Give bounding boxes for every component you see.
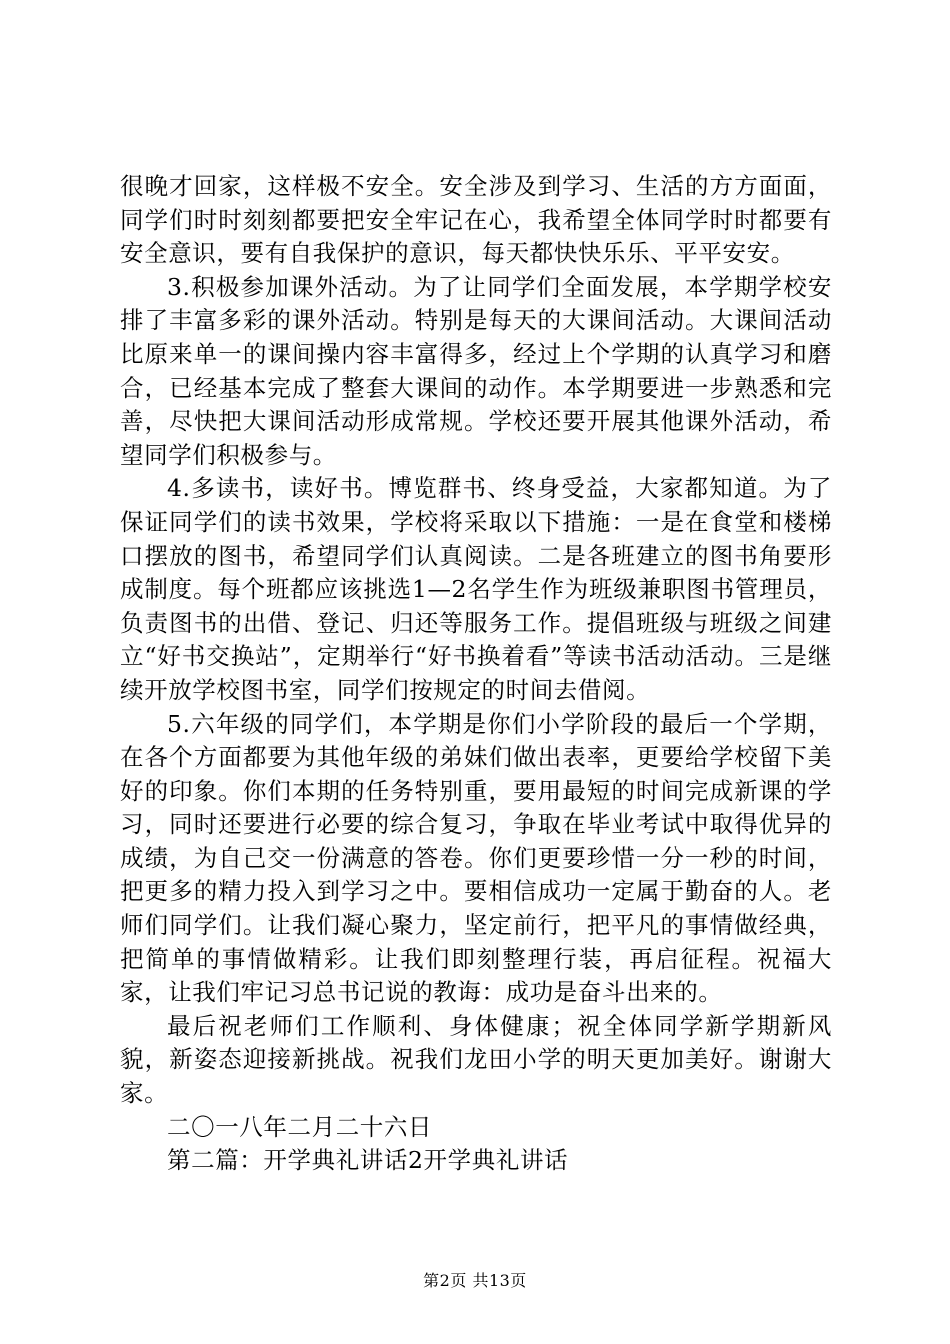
paragraph-next-section-title: 第二篇：开学典礼讲话2开学典礼讲话 (167, 1146, 569, 1175)
paragraph-extracurricular: 3.积极参加课外活动。为了让同学们全面发展，本学期学校安排了丰富多彩的课外活动。特别是每天的大课间活动。大课间活动比原来单一的课间操内容丰富得多，经过上个学期的认真学习和磨合，已经基本完成了整套大课间的动作。本学期要进一步熟悉和完善，尽快把大课间活动形成常规。学校还要开展其他课外活动，希望同学们积极参与。 (120, 272, 832, 469)
document-body (120, 170, 832, 1178)
page-footer: 第2页 共13页 (423, 1271, 527, 1290)
paragraph-grade-six: 5.六年级的同学们，本学期是你们小学阶段的最后一个学期，在各个方面都要为其他年级的弟妹们做出表率，更要给学校留下美好的印象。你们本期的任务特别重，要用最短的时间完成新课的学习，同时还要进行必要的综合复习，争取在毕业考试中取得优异的成绩，为自己交一份满意的答卷。你们更要珍惜一分一秒的时间，把更多的精力投入到学习之中。要相信成功一定属于勤奋的人。老师们同学们。让我们凝心聚力，坚定前行，把平凡的事情做经典，把简单的事情做精彩。让我们即刻整理行装，再启征程。祝福大家，让我们牢记习总书记说的教诲：成功是奋斗出来的。 (120, 709, 832, 1007)
paragraph-date: 二〇一八年二月二十六日 (167, 1112, 433, 1141)
paragraph-closing: 最后祝老师们工作顺利、身体健康；祝全体同学新学期新风貌，新姿态迎接新挑战。祝我们龙田小学的明天更加美好。谢谢大家。 (120, 1011, 832, 1108)
paragraph-safety-continued: 很晚才回家，这样极不安全。安全涉及到学习、生活的方方面面，同学们时时刻刻都要把安全牢记在心，我希望全体同学时时都要有安全意识，要有自我保护的意识，每天都快快乐乐、平平安安。 (120, 172, 832, 268)
paragraph-reading: 4.多读书，读好书。博览群书、终身受益，大家都知道。为了保证同学们的读书效果，学校将采取以下措施：一是在食堂和楼梯口摆放的图书，希望同学们认真阅读。二是各班建立的图书角要形成制度。每个班都应该挑选1—2名学生作为班级兼职图书管理员，负责图书的出借、登记、归还等服务工作。提倡班级与班级之间建立“好书交换站”，定期举行“好书换着看”等读书活动活动。三是继续开放学校图书室，同学们按规定的时间去借阅。 (120, 474, 832, 704)
